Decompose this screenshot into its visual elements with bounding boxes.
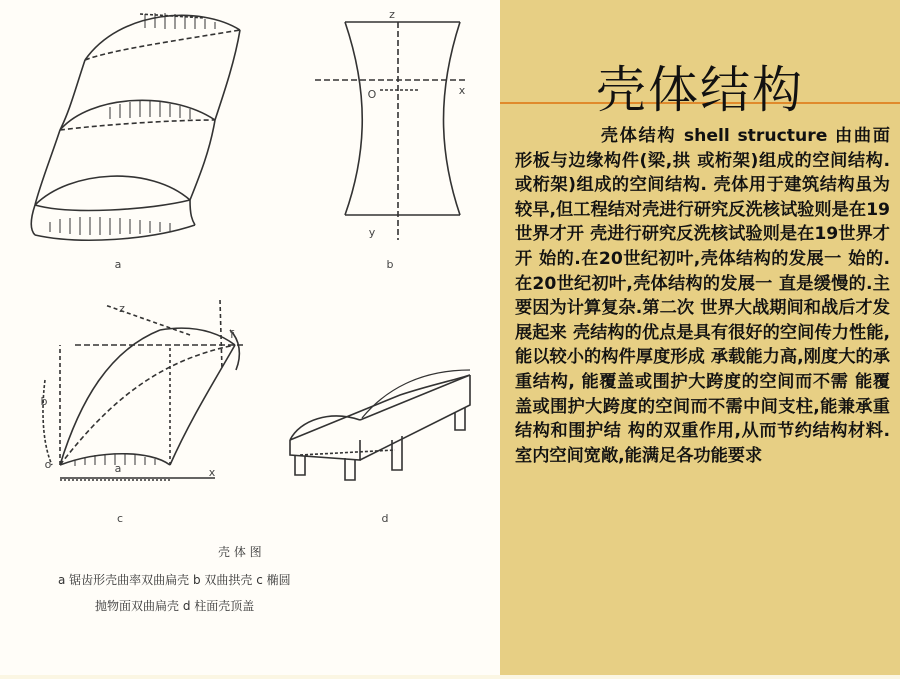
axis-label-c-z: z	[119, 302, 125, 315]
figure-b-drawing	[315, 22, 465, 240]
figure-c-drawing	[40, 300, 245, 480]
slide-body-text: 壳体结构 shell structure 由曲面形板与边缘构件(梁,拱 或桁架)组成的空间结构. 或桁架)组成的空间结构. 壳体用于建筑结构虽为较早,但工程结对壳进行研究反洗核试验则是在19世界才开 壳进行研究反洗核试验则是在19世界才开 始的.在20世纪初叶,壳体结构的发展一 始的.在20世纪初叶,壳体结构的发展一 直是缓慢的.主要因为计算复杂.第二次 世界大战期间和战后才发展起来 壳结构的优点是具有很好的空间传力性能,能以较小的构件厚度形成 承载能力高,刚度大的承重结构, 能覆盖或围护大跨度的空间而不需 能覆盖或围护大跨度的空间而不需中间支柱,能兼承重结构和围护结 构的双重作用,从而节约结构材料. 室内空间宽敞,能满足各功能要求	[515, 126, 890, 466]
axis-label-c-x: x	[208, 466, 216, 479]
axis-label-b-o: O	[367, 88, 377, 101]
figure-caption-title: 壳 体 图	[218, 545, 262, 559]
figure-d-drawing	[290, 370, 470, 480]
figure-label-d: d	[381, 512, 389, 525]
figure-caption-line1: a 锯齿形壳曲率双曲扁壳 b 双曲拱壳 c 椭圆	[58, 573, 291, 587]
figure-caption-line2: 抛物面双曲扁壳 d 柱面壳顶盖	[95, 599, 255, 613]
slide-title: 壳体结构	[596, 61, 804, 119]
figure-label-a: a	[114, 258, 122, 271]
axis-label-c-a: a	[114, 462, 122, 475]
axis-label-b-x: x	[458, 84, 466, 97]
axis-label-c-b: b	[40, 395, 48, 408]
slide-body	[515, 124, 890, 468]
axis-label-b-y: y	[368, 226, 376, 239]
figure-a-drawing	[31, 14, 240, 240]
axis-label-c-origin: o	[44, 458, 52, 471]
axis-label-b-z: z	[389, 8, 395, 21]
figure-label-c: c	[116, 512, 124, 525]
figure-label-b: b	[386, 258, 394, 271]
axis-label-c-f: f	[230, 328, 234, 341]
